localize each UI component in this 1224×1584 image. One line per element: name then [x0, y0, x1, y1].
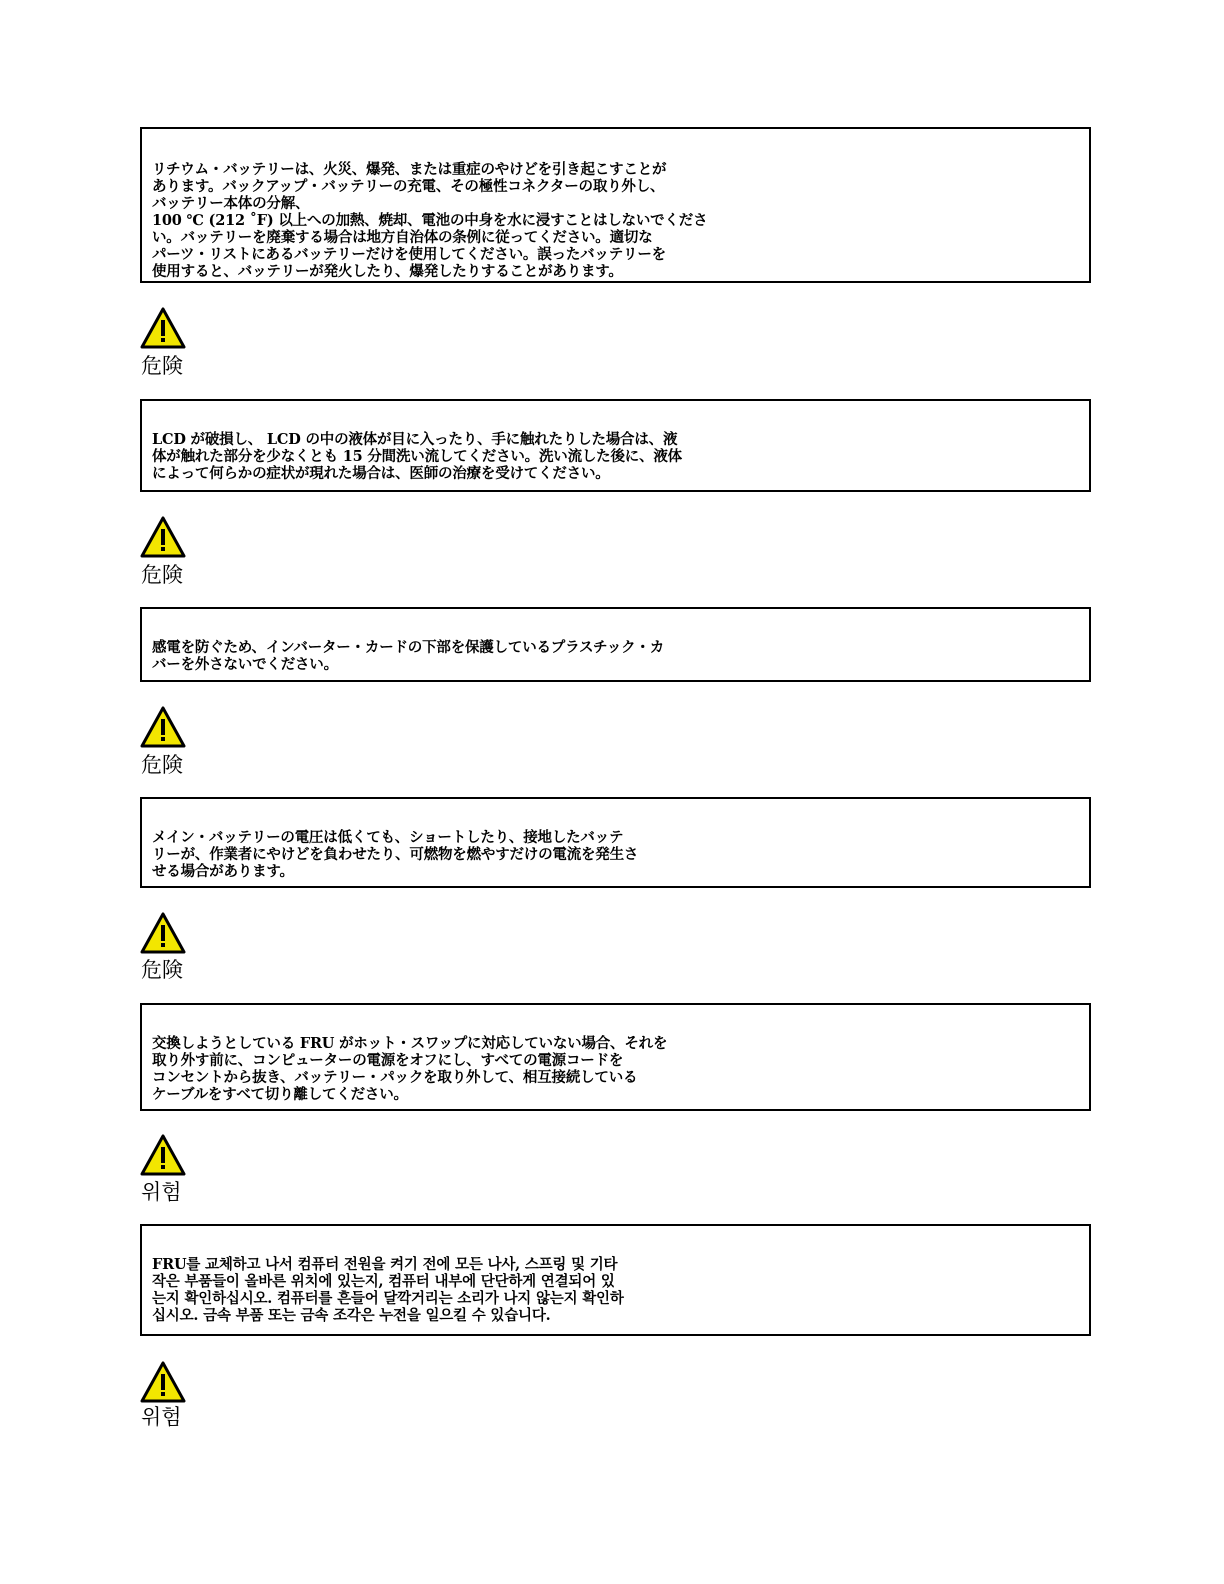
caution-triangle-icon [140, 706, 186, 748]
notice-line: バッテリー本体の分解、 [152, 195, 310, 212]
caution-triangle-icon [140, 912, 186, 954]
warning-label: 위험 [141, 1405, 182, 1429]
notice-line: パーツ・リストにあるバッテリーだけを使用してください。誤ったバッテリーを [152, 246, 666, 263]
warning-label: 危険 [141, 753, 183, 777]
notice-box-4 [140, 797, 1091, 888]
notice-line: リーが、作業者にやけどを負わせたり、可燃物を燃やすだけの電流を発生さ [152, 846, 639, 863]
notice-line: コンセントから抜き、バッテリー・パックを取り外して、相互接続している [152, 1069, 638, 1086]
notice-box-5 [140, 1003, 1091, 1111]
notice-line: 感電を防ぐため、インバーター・カードの下部を保護しているプラスチック・カ [152, 639, 665, 656]
notice-line: ケーブルをすべて切り離してください。 [152, 1086, 408, 1103]
notice-box-1 [140, 127, 1091, 283]
caution-triangle-icon [140, 1361, 186, 1403]
notice-line: メイン・バッテリーの電圧は低くても、ショートしたり、接地したバッテ [152, 829, 624, 846]
notice-line: 작은 부품들이 올바른 위치에 있는지, 컴퓨터 내부에 단단하게 연결되어 있 [152, 1273, 615, 1290]
notice-line: FRU를 교체하고 나서 컴퓨터 전원을 켜기 전에 모든 나사, 스프링 및 기타 [152, 1256, 618, 1273]
caution-triangle-icon [140, 516, 186, 558]
warning-label: 危険 [141, 354, 183, 378]
notice-line: 100 ℃ (212 ˚F) 以上への加熱、焼却、電池の中身を水に浸すことはしないでくださ [152, 212, 708, 229]
notice-line: 십시오. 금속 부품 또는 금속 조각은 누전을 일으킬 수 있습니다. [152, 1307, 551, 1324]
notice-line: 는지 확인하십시오. 컴퓨터를 흔들어 달깍거리는 소리가 나지 않는지 확인하 [152, 1290, 624, 1307]
notice-line: バーを外さないでください。 [152, 656, 338, 673]
caution-triangle-icon [140, 307, 186, 349]
notice-line: 使用すると、バッテリーが発火したり、爆発したりすることがあります。 [152, 263, 623, 280]
notice-box-6 [140, 1224, 1091, 1336]
notice-line: あります。バックアップ・バッテリーの充電、その極性コネクターの取り外し、 [152, 178, 665, 195]
notice-line: 体が触れた部分を少なくとも 15 分間洗い流してください。洗い流した後に、液体 [152, 448, 682, 465]
notice-line: せる場合があります。 [152, 863, 294, 880]
notice-line: 取り外す前に、コンピューターの電源をオフにし、すべての電源コードを [152, 1052, 624, 1069]
notice-box-3 [140, 607, 1091, 682]
warning-label: 위험 [141, 1180, 182, 1204]
notice-line: 交換しようとしている FRU がホット・スワップに対応していない場合、それを [152, 1035, 668, 1052]
notice-line: い。バッテリーを廃棄する場合は地方自治体の条例に従ってください。適切な [152, 229, 653, 246]
notice-line: LCD が破損し、 LCD の中の液体が目に入ったり、手に触れたりした場合は、液 [152, 431, 678, 448]
warning-label: 危険 [141, 958, 183, 982]
warning-label: 危険 [141, 563, 183, 587]
notice-line: リチウム・バッテリーは、火災、爆発、または重症のやけどを引き起こすことが [152, 161, 667, 178]
caution-triangle-icon [140, 1134, 186, 1176]
notice-line: によって何らかの症状が現れた場合は、医師の治療を受けてください。 [152, 465, 610, 482]
notice-box-2 [140, 399, 1091, 492]
